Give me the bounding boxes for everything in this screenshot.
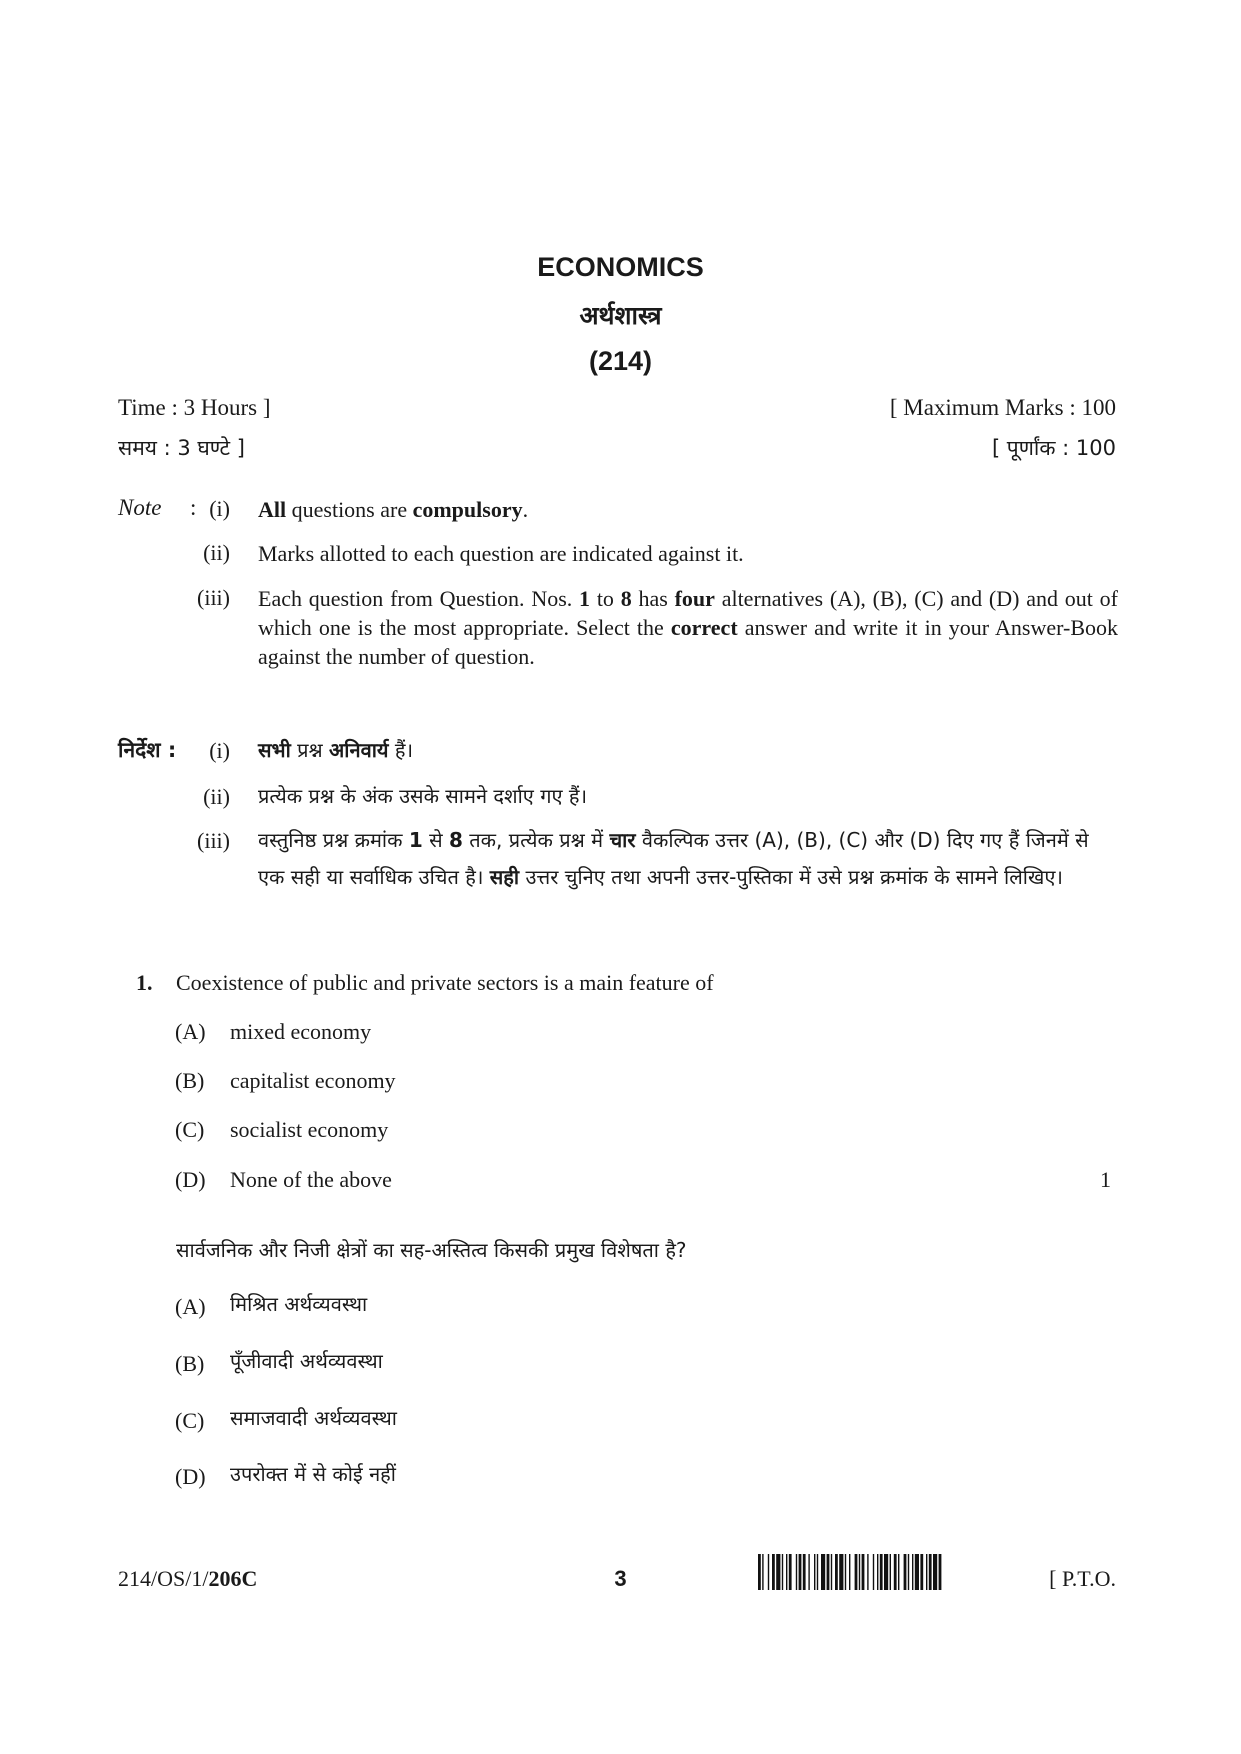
option-letter: (B) bbox=[175, 1351, 205, 1376]
note-item-text bbox=[258, 539, 1118, 568]
option-letter: (C) bbox=[175, 1408, 205, 1433]
note-text-part: सभी bbox=[258, 738, 291, 762]
note-text-part: तक, प्रत्येक प्रश्न में bbox=[462, 828, 610, 852]
note-text-part: 1 bbox=[579, 586, 591, 611]
note-text-part: सही bbox=[489, 865, 520, 889]
note-text-part: 1 bbox=[408, 828, 423, 852]
note-text-part: has bbox=[631, 586, 675, 611]
note-text-part: . bbox=[522, 497, 529, 522]
note-label-hindi: निर्देश : bbox=[118, 738, 177, 762]
note-text-part: प्रत्येक प्रश्न के अंक उसके सामने दर्शाए गए हैं। bbox=[258, 784, 588, 808]
question-text-en: Coexistence of public and private sectors is a main feature of bbox=[176, 970, 714, 995]
paper-title-hindi: अर्थशास्त्र bbox=[579, 301, 662, 330]
note-item-number: (i) bbox=[209, 496, 230, 521]
note-text-part: All bbox=[258, 497, 287, 522]
note-item-text bbox=[258, 584, 1118, 671]
note-item-number: (iii) bbox=[197, 585, 230, 610]
time-hi: समय : 3 घण्टे ] bbox=[118, 436, 246, 460]
time-en: Time : 3 Hours ] bbox=[118, 395, 271, 420]
note-colon: : bbox=[190, 495, 197, 520]
option-letter: (A) bbox=[175, 1019, 206, 1044]
question-text-hi: सार्वजनिक और निजी क्षेत्रों का सह-अस्तित्व किसकी प्रमुख विशेषता है? bbox=[176, 1238, 687, 1262]
note-text-part: प्रश्न bbox=[290, 738, 330, 762]
note-item-number: (ii) bbox=[203, 540, 230, 565]
note-item-text bbox=[258, 732, 1118, 769]
note-text-part: वैकल्पिक उत्तर (A), (B), (C) और (D) दिए गए हैं जिनमें से एक सही या सर्वाधिक उचित है। bbox=[258, 828, 1089, 889]
note-text-part: उत्तर चुनिए तथा अपनी उत्तर-पुस्तिका में उसे प्रश्न क्रमांक के सामने लिखिए। bbox=[519, 865, 1063, 889]
question-marks: 1 bbox=[1100, 1167, 1111, 1192]
option-letter: (D) bbox=[175, 1167, 206, 1192]
option-text: उपरोक्त में से कोई नहीं bbox=[230, 1462, 396, 1486]
note-text-part: 8 bbox=[448, 828, 463, 852]
question-number: 1. bbox=[136, 970, 153, 995]
option-text: पूँजीवादी अर्थव्यवस्था bbox=[230, 1349, 383, 1373]
max-marks-hi: [ पूर्णांक : 100 bbox=[991, 436, 1116, 460]
note-item-number: (ii) bbox=[203, 784, 230, 809]
note-item-number: (i) bbox=[209, 738, 230, 763]
note-text-part: Each question from Question. Nos. bbox=[258, 586, 580, 611]
note-item-number: (iii) bbox=[197, 828, 230, 853]
note-text-part: 8 bbox=[620, 586, 632, 611]
option-text: capitalist economy bbox=[230, 1068, 396, 1093]
page-number: 3 bbox=[614, 1566, 627, 1591]
pto-label: [ P.T.O. bbox=[1049, 1566, 1116, 1591]
option-text: mixed economy bbox=[230, 1019, 372, 1044]
note-text-part: four bbox=[674, 586, 715, 611]
note-text-part: questions are bbox=[286, 497, 413, 522]
note-text-part: Marks allotted to each question are indicated against it. bbox=[258, 541, 744, 566]
note-text-part: alternatives (A), (B), (C) and (D) and out of which one is the most appropriate. Select the bbox=[258, 586, 1118, 640]
note-text-part: चार bbox=[609, 828, 636, 852]
note-text-part: correct bbox=[670, 615, 738, 640]
note-text-part: हैं। bbox=[388, 738, 414, 762]
option-letter: (B) bbox=[175, 1068, 205, 1093]
paper-title: ECONOMICS bbox=[537, 252, 704, 282]
paper-code-prefix: 214/OS/1/ bbox=[118, 1566, 209, 1591]
paper-code-suffix: 206C bbox=[208, 1566, 258, 1591]
note-label bbox=[118, 495, 161, 521]
option-text: मिश्रित अर्थव्यवस्था bbox=[230, 1292, 368, 1316]
option-letter: (A) bbox=[175, 1294, 206, 1319]
note-item-text bbox=[258, 495, 1118, 524]
option-text: None of the above bbox=[230, 1167, 392, 1192]
note-label-text: Note bbox=[118, 495, 162, 520]
max-marks-en: [ Maximum Marks : 100 bbox=[889, 395, 1116, 420]
note-text-part: to bbox=[590, 586, 621, 611]
option-letter: (D) bbox=[175, 1464, 206, 1489]
barcode-icon bbox=[758, 1554, 1018, 1590]
note-item-text bbox=[258, 822, 1118, 896]
subject-code: (214) bbox=[588, 346, 653, 376]
note-item-text bbox=[258, 778, 1118, 815]
note-text-part: वस्तुनिष्ठ प्रश्न क्रमांक bbox=[258, 828, 409, 852]
option-letter: (C) bbox=[175, 1117, 205, 1142]
note-text-part: answer and write it in your Answer-Book against the number of question. bbox=[258, 615, 1118, 669]
option-text: socialist economy bbox=[230, 1117, 389, 1142]
note-text-part: अनिवार्य bbox=[329, 738, 389, 762]
option-text: समाजवादी अर्थव्यवस्था bbox=[230, 1406, 397, 1430]
note-text-part: compulsory bbox=[412, 497, 523, 522]
note-text-part: से bbox=[422, 828, 449, 852]
